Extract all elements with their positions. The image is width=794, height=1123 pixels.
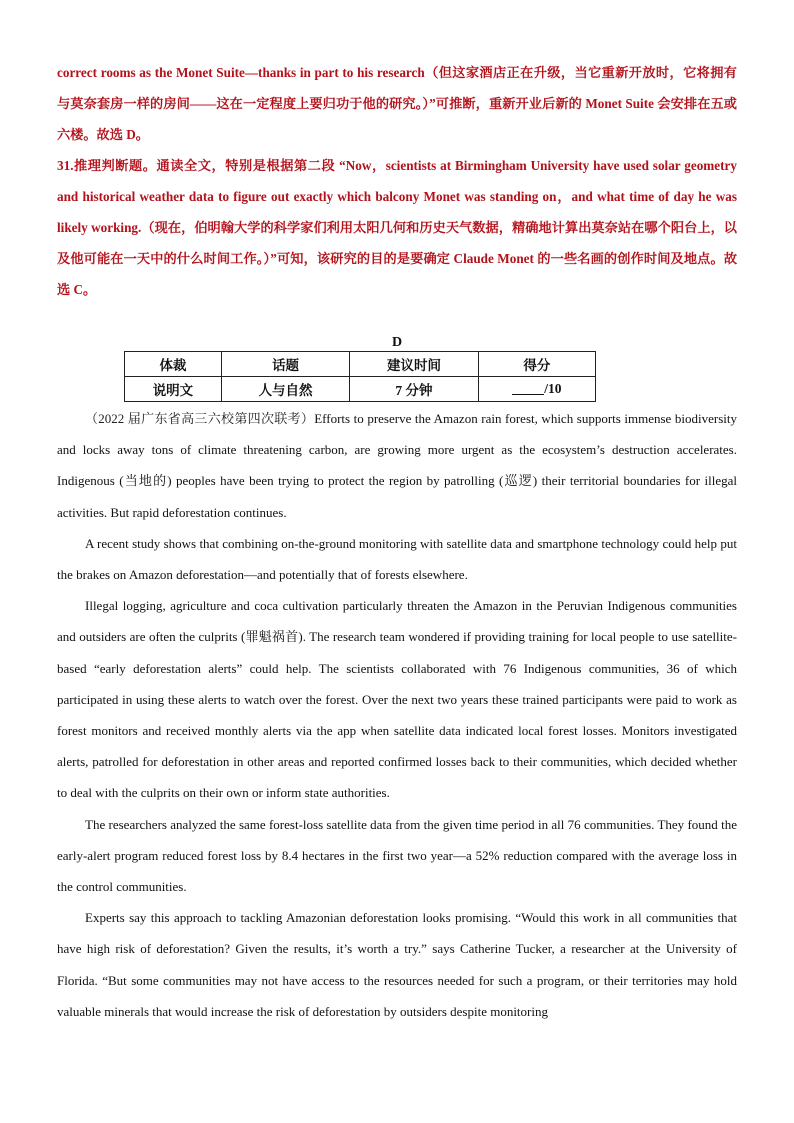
passage-paragraph-1-text: Efforts to preserve the Amazon rain forest, which supports immense biodiversity and locks away tons of climate threatening carbon, are growing more urgent as the ecosystem’s destruction accelerates. Indigenous (当地的) peoples have been trying to protect the region by patrolling (巡逻) their territorial boundaries for illegal activities. But rapid deforestation continues. [57,411,737,520]
table-cell-time: 7 分钟 [350,377,478,402]
document-page [57,57,737,1027]
table-header-row [125,352,596,377]
table-header-time: 建议时间 [350,352,478,377]
table-cell-genre: 说明文 [125,377,222,402]
table-cell-score [478,377,595,402]
answer-paragraph-1: correct rooms as the Monet Suite—thanks in part to his research（但这家酒店正在升级，当它重新开放时，它将拥有与莫奈套房一样的房间——这在一定程度上要归功于他的研究。）”可推断，重新开业后新的 Monet Suite 会安排在五或六楼。故选 D。 [57,65,737,142]
passage-source: （2022 届广东省高三六校第四次联考） [85,411,315,426]
table-header-topic: 话题 [221,352,349,377]
score-blank[interactable] [512,382,544,395]
table-cell-topic: 人与自然 [221,377,349,402]
table-header-score: 得分 [478,352,595,377]
passage-paragraph: A recent study shows that combining on-the-ground monitoring with satellite data and smartphone technology could help put the brakes on Amazon deforestation—and potentially that of forests elsewhere. [57,535,737,583]
table-header-genre: 体裁 [125,352,222,377]
answer-explanation [57,57,737,305]
answer-paragraph-2: 31.推理判断题。通读全文，特别是根据第二段 “Now，scientists at Birmingham University have used solar geometry and historical weather data to figure out exactly which balcony Monet was standing on，and what time of day he was likely working.（现在，伯明翰大学的科学家们利用太阳几何和历史天气数据，精确地计算出莫奈站在哪个阳台上，以及他可能在一天中的什么时间工作。）”可知，该研究的目的是要确定 Claude Monet 的一些名画的创作时间及地点。故选 C。 [57,158,737,297]
table-row [125,377,596,402]
passage-paragraph: The researchers analyzed the same forest-loss satellite data from the given time period in all 76 communities. They found the early-alert program reduced forest loss by 8.4 hectares in the first two year—a 52% reduction compared with the average loss in the control communities. [57,816,737,895]
passage-paragraph: Illegal logging, agriculture and coca cultivation particularly threaten the Amazon in the Peruvian Indigenous communities and outsiders are often the culprits (罪魁祸首). The research team wondered if providing training for local people to use satellite-based “early deforestation alerts” could help. The scientists collaborated with 76 Indigenous communities, 36 of which participated in using these alerts to watch over the forest. Over the next two years these trained participants were paid to work as forest monitors and received monthly alerts via the app when satellite data indicated local forest losses. Monitors investigated alerts, patrolled for deforestation in other areas and reported confirmed losses back to their communities, which decided whether to deal with the culprits on their own or inform state authorities. [57,598,737,801]
passage-info-table [124,351,596,402]
passage-paragraph [57,403,737,528]
section-label: D [391,335,403,350]
reading-passage [57,403,737,1027]
score-total: /10 [544,381,562,396]
passage-paragraph: Experts say this approach to tackling Amazonian deforestation looks promising. “Would this work in all communities that have high risk of deforestation? Given the results, it’s worth a try.” says Catherine Tucker, a researcher at the University of Florida. “But some communities may not have access to the resources needed for such a program, or their territories may hold valuable minerals that would increase the risk of deforestation by outsiders despite monitoring [57,910,737,1019]
